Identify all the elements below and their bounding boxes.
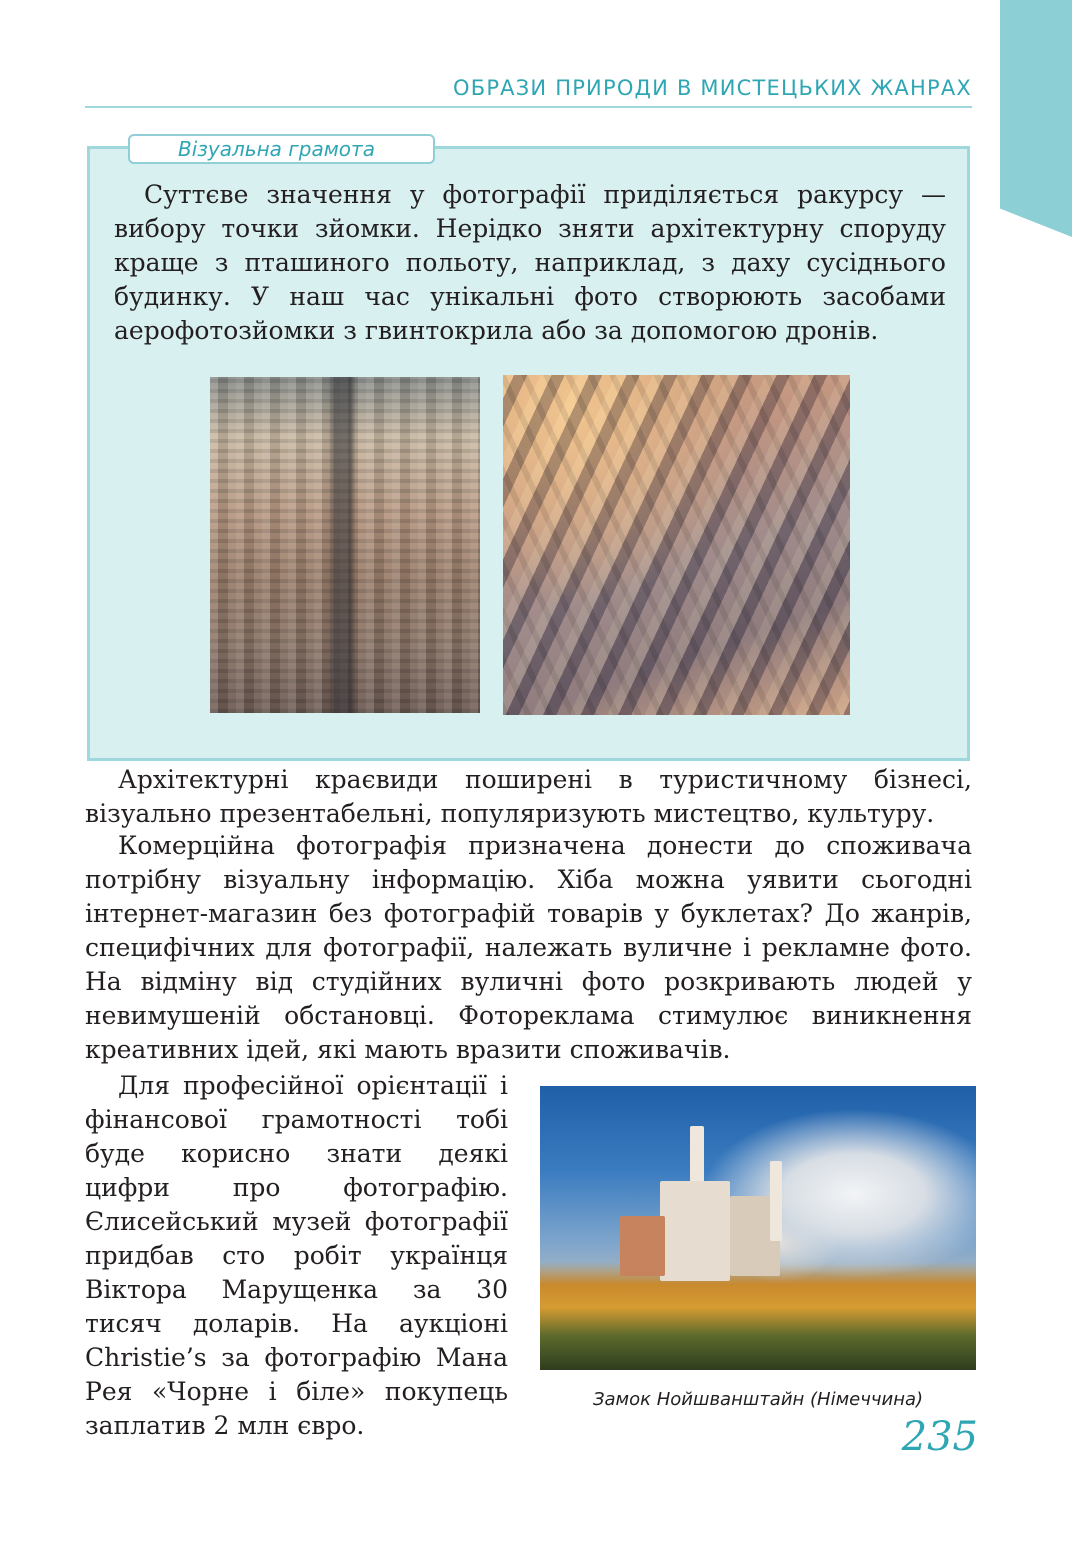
running-header: ОБРАЗИ ПРИРОДИ В МИСТЕЦЬКИХ ЖАНРАХ xyxy=(85,76,972,108)
chapter-tab xyxy=(1000,0,1072,237)
castle-photo xyxy=(540,1086,976,1370)
visual-literacy-tag: Візуальна грамота xyxy=(128,134,435,164)
city-photo-street-level xyxy=(210,377,480,713)
paragraph-commercial: Комерційна фотографія призначена донести до споживача потрібну візуальну інформацію. Хіба можна уявити сьогодні інтернет-магазин без фотографій товарів у буклетах? До жанрів, специфічних для фотографії, належать вуличне і рекламне фото. На відміну від студійних вуличні фото розкривають людей у невимушеній обстановці. Фотореклама стимулює виникнення креативних ідей, які мають вразити споживачів. xyxy=(85,831,972,1064)
paragraph-architecture: Архітектурні краєвиди поширені в туристичному бізнесі, візуально презентабельні, популяризують мистецтво, культуру. xyxy=(85,765,972,828)
paragraph-facts: Для професійної орієнтації і фінансової грамотності тобі буде корисно знати деякі цифри про фотографію. Єлисейський музей фотографії придбав сто робіт українця Віктора Марущенка за 30 тисяч доларів. На аукціоні Christie’s за фотографію Мана Рея «Чорне і біле» покупець заплатив 2 млн євро. xyxy=(85,1071,508,1440)
page-number: 235 xyxy=(901,1414,978,1460)
city-photo-aerial xyxy=(503,375,850,715)
visual-literacy-text: Суттєве значення у фотографії приділяється ракурсу — вибору точки зйомки. Нерідко зняти архітектурну споруду краще з пташиного польоту, наприклад, з даху сусіднього будинку. У наш час унікальні фото створюють засобами аерофотозйомки з гвинтокрила або за допомогою дронів. xyxy=(114,180,946,345)
castle-caption: Замок Нойшванштайн (Німеччина) xyxy=(592,1389,924,1410)
